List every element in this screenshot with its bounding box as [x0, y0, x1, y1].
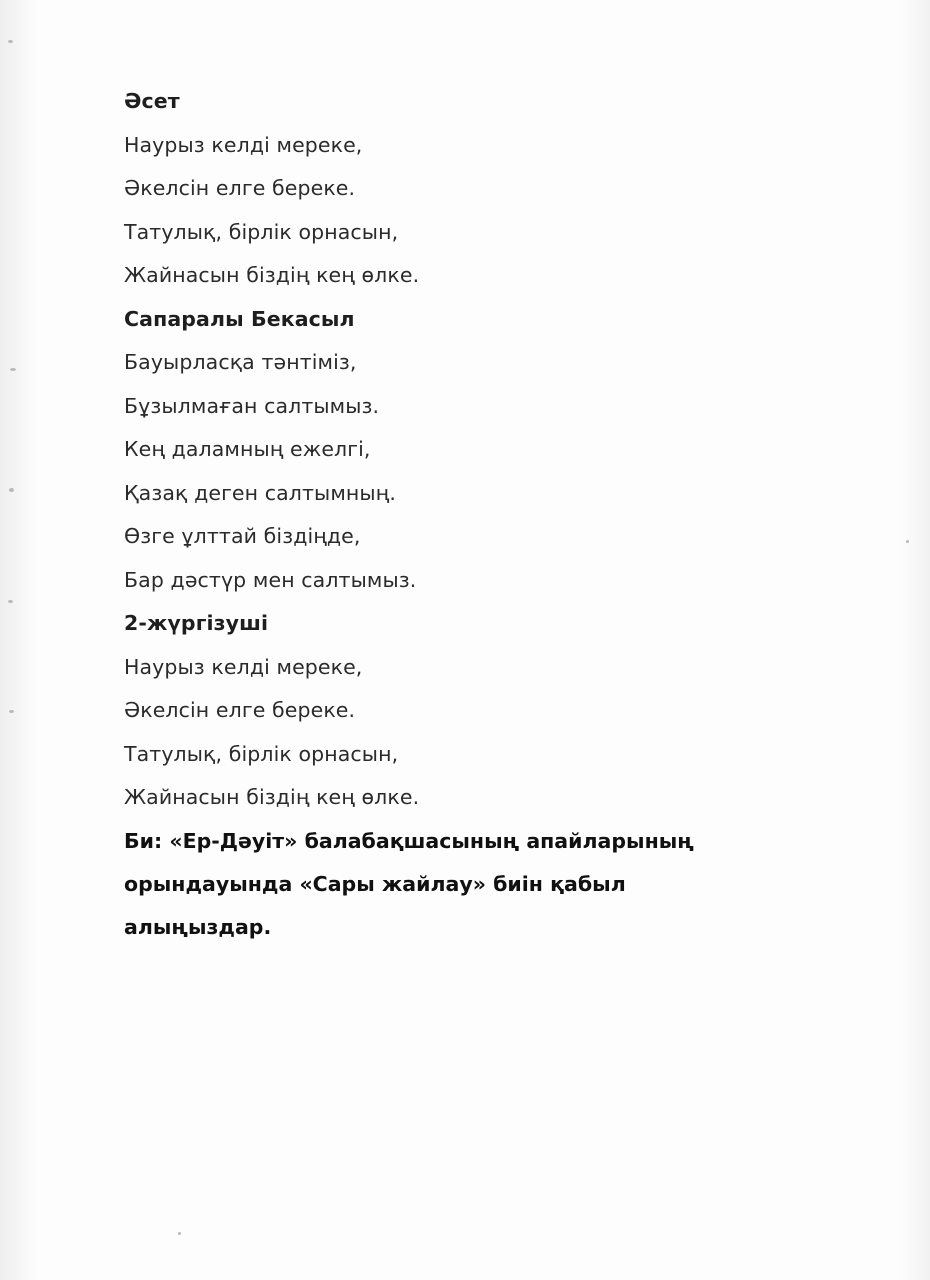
scan-speck: [9, 488, 14, 492]
speaker-name: Әсет: [124, 89, 180, 113]
document-text: [124, 80, 844, 949]
verse-line: Қазақ деген салтымның.: [124, 480, 396, 505]
dance-note-line: Би: «Ер-Дәуіт» балабақшасының апайларының: [124, 828, 694, 853]
verse-line: Жайнасын біздің кең өлке.: [124, 263, 420, 287]
scan-right-edge: [900, 0, 930, 1280]
verse-line: Кең даламның ежелгі,: [124, 437, 371, 461]
verse-line: Әкелсін елге береке.: [124, 698, 356, 722]
verse-line: Бауырласқа тәнтіміз,: [124, 350, 357, 374]
dance-note-line: алыңыздар.: [124, 914, 272, 939]
scan-speck: [8, 600, 13, 603]
speaker-name: Сапаралы Бекасыл: [124, 306, 355, 331]
speaker-name: 2-жүргізуші: [124, 611, 269, 635]
dance-note-line: орындауында «Сары жайлау» биін қабыл: [124, 871, 626, 896]
verse-line: Наурыз келді мереке,: [124, 654, 363, 679]
scan-left-edge: [0, 0, 38, 1280]
verse-line: Бар дәстүр мен салтымыз.: [124, 567, 417, 592]
verse-line: Наурыз келді мереке,: [124, 132, 363, 157]
scan-speck: [178, 1232, 181, 1235]
scan-speck: [906, 540, 909, 543]
verse-line: Татулық, бірлік орнасын,: [124, 219, 399, 244]
verse-line: Өзге ұлттай біздіңде,: [124, 524, 361, 548]
verse-line: Бұзылмаған салтымыз.: [124, 393, 380, 418]
verse-line: Әкелсін елге береке.: [124, 176, 356, 200]
scan-speck: [8, 40, 13, 43]
scan-speck: [10, 368, 16, 371]
scan-speck: [9, 710, 14, 713]
verse-line: Татулық, бірлік орнасын,: [124, 741, 399, 766]
verse-line: Жайнасын біздің кең өлке.: [124, 785, 420, 809]
